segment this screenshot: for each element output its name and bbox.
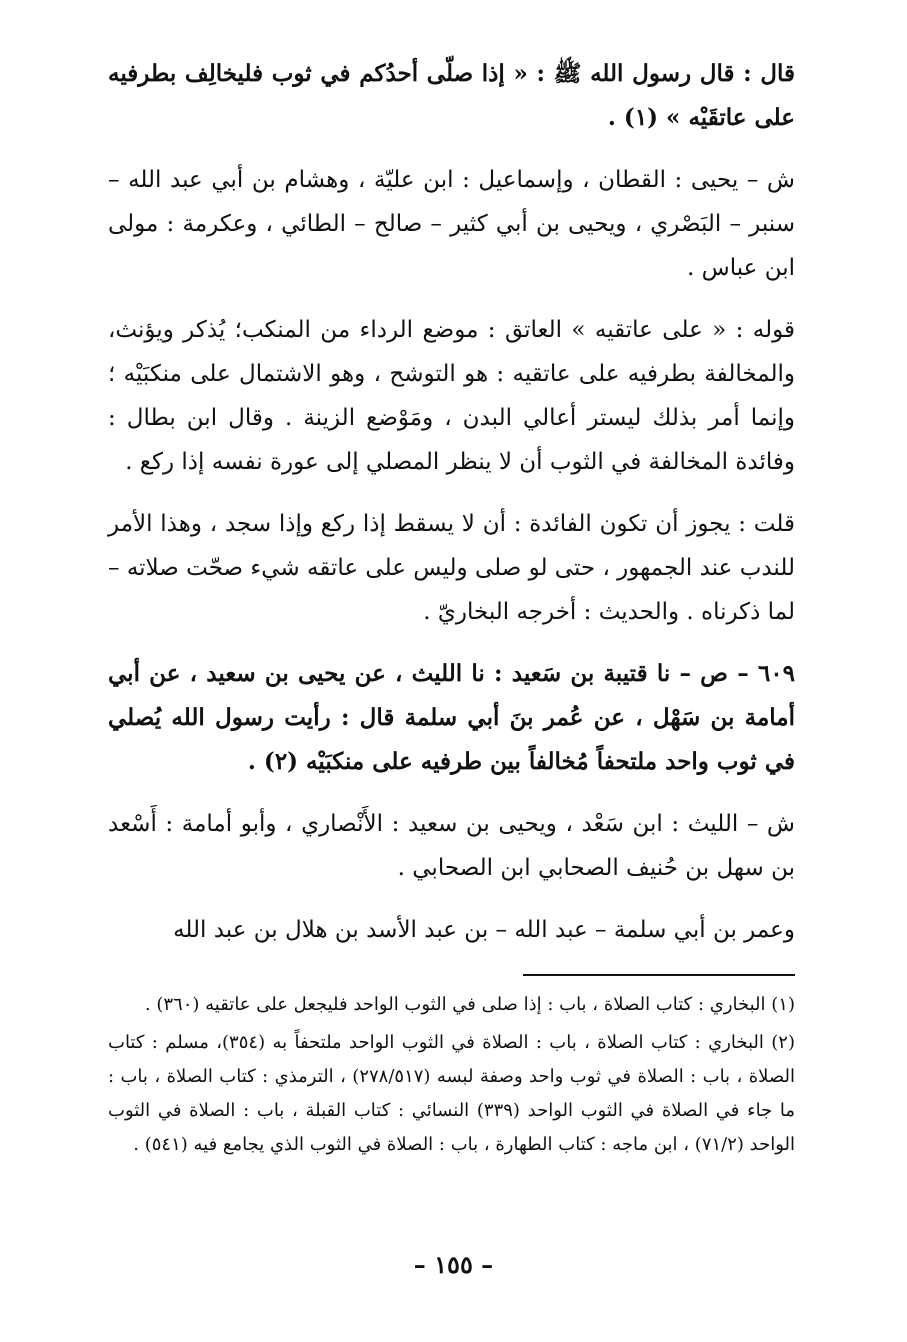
commentary-paragraph: وعمر بن أبي سلمة – عبد الله – بن عبد الأسد بن هلال بن عبد الله bbox=[173, 917, 795, 943]
footnote-1: (١) البخاري : كتاب الصلاة ، باب : إذا صلى في الثوب الواحد فليجعل على عاتقيه (٣٦٠) . bbox=[144, 994, 795, 1015]
main-text bbox=[108, 52, 795, 952]
footnote-separator bbox=[523, 974, 795, 976]
commentary-paragraph: ش – الليث : ابن سَعْد ، ويحيى بن سعيد : الأَنْصاري ، وأبو أمامة : أَسْعد بن سهل بن حُنيف الصحابي ابن الصحابي . bbox=[108, 811, 795, 881]
hadith-text-paragraph: قال : قال رسول الله ﷺ : « إذا صلّى أحدُكم في ثوب فليخالِف بطرفيه على عاتقَيْه » (١) . bbox=[108, 60, 795, 131]
hadith-609-paragraph: ٦٠٩ – ص – نا قتيبة بن سَعيد : نا الليث ، عن يحيى بن سعيد ، عن أبي أمامة بن سَهْل ، عن عُمر بنَ أبي سلمة قال : رأيت رسول الله يُصلي في ثوب واحد ملتحفاً مُخالفاً بين طرفيه على منكبَيْه (٢) . bbox=[108, 660, 795, 775]
page-number: – ١٥٥ – bbox=[413, 1250, 494, 1279]
commentary-paragraph: ش – يحيى : القطان ، وإسماعيل : ابن عليّة ، وهشام بن أبي عبد الله – سنبر – البَصْري ، ويحيى بن أبي كثير – صالح – الطائي ، وعكرمة : مولى ابن عباس . bbox=[108, 167, 795, 281]
footnotes bbox=[108, 988, 795, 1162]
footnote-2: (٢) البخاري : كتاب الصلاة ، باب : الصلاة في الثوب الواحد ملتحفاً به (٣٥٤)، مسلم : كتاب الصلاة ، باب : الصلاة في ثوب واحد وصفة لبسه (٢٧٨/٥١٧) ، الترمذي : كتاب الصلاة ، باب : ما جاء في الصلاة في الثوب الواحد (٣٣٩) النسائي : كتاب القبلة ، باب : الصلاة في الثوب الواحد (٧١/٢) ، ابن ماجه : كتاب الطهارة ، باب : الصلاة في الثوب الذي يجامع فيه (٥٤١) . bbox=[108, 1032, 795, 1155]
commentary-paragraph: قوله : « على عاتقيه » العاتق : موضع الرداء من المنكب؛ يُذكر ويؤنث، والمخالفة بطرفيه على عاتقيه : هو التوشح ، وهو الاشتمال على منكبَيْه ؛ وإنما أمر بذلك ليستر أعالي البدن ، ومَوْضع الزينة . وقال ابن بطال : وفائدة المخالفة في الثوب أن لا ينظر المصلي إلى عورة نفسه إذا ركع . bbox=[108, 317, 795, 475]
commentary-paragraph: قلت : يجوز أن تكون الفائدة : أن لا يسقط إذا ركع وإذا سجد ، وهذا الأمر للندب عند الجمهور ، حتى لو صلى وليس على عاتقه شيء صحّت صلاته – لما ذكرناه . والحديث : أخرجه البخاريّ . bbox=[108, 511, 795, 625]
